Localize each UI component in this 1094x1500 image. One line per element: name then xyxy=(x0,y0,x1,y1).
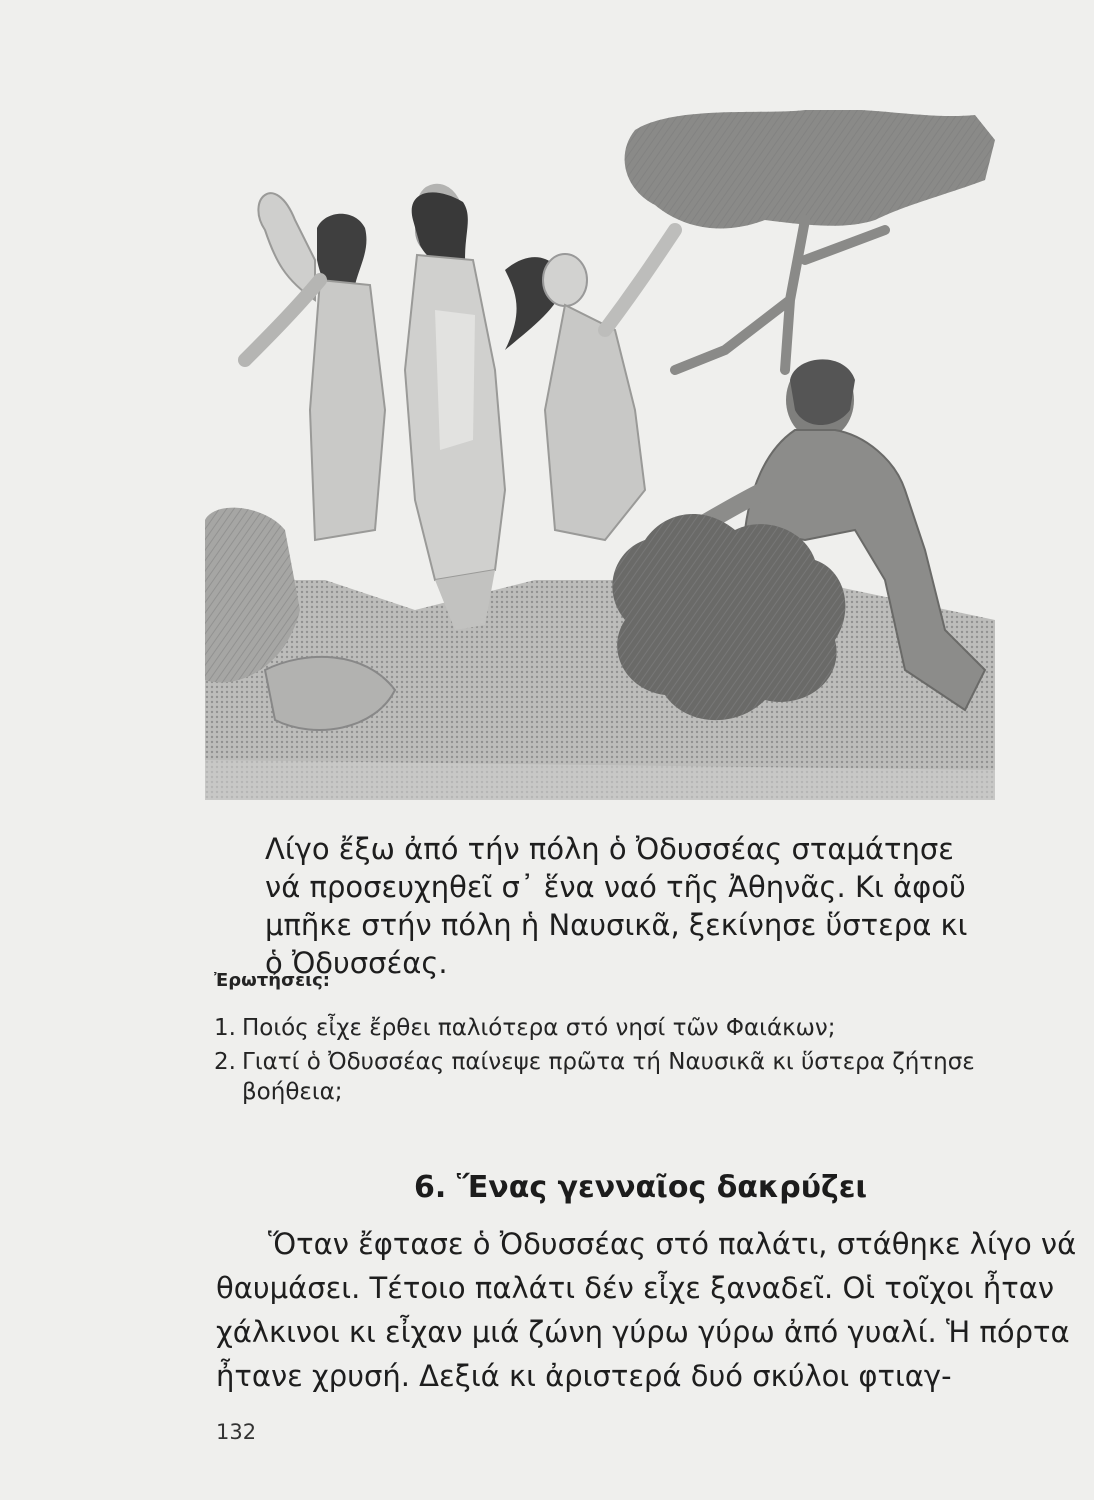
maiden-center xyxy=(405,190,505,630)
maiden-left xyxy=(245,193,385,540)
question-text: Ποιός εἶχε ἔρθει παλιότερα στό νησί τῶν Φαιάκων; xyxy=(242,1015,836,1041)
tree-canopy xyxy=(625,110,995,370)
caption-text: Λίγο ἔξω ἀπό τήν πόλη ὁ Ὀδυσσέας σταμάτησε νά προσευχηθεῖ σ᾽ ἕνα ναό τῆς Ἀθηνᾶς. Κι ἀφοῦ μπῆκε στήν πόλη ἡ Ναυσικᾶ, ξεκίνησε ὕστερα κι ὁ Ὀδυσσέας. xyxy=(265,832,968,980)
questions-section xyxy=(214,970,1074,1111)
questions-heading: Ἐρωτήσεις: xyxy=(214,970,330,991)
odysseus-nausicaa-illustration xyxy=(205,110,1005,800)
maiden-right xyxy=(505,230,675,540)
page-number: 132 xyxy=(216,1420,257,1444)
question-item xyxy=(214,1013,1074,1043)
question-number: 1. xyxy=(214,1015,236,1041)
questions-list xyxy=(214,1013,1074,1107)
question-number: 2. xyxy=(214,1049,236,1075)
question-text: Γιατί ὁ Ὀδυσσέας παίνεψε πρῶτα τή Ναυσικᾶ κι ὕστερα ζήτησε βοήθεια; xyxy=(242,1049,975,1105)
illustration-caption xyxy=(265,830,985,982)
section-body xyxy=(216,1222,1086,1398)
body-paragraph: Ὅταν ἔφτασε ὁ Ὀδυσσέας στό παλάτι, στάθηκε λίγο νά θαυμάσει. Τέτοιο παλάτι δέν εἶχε ξαναδεῖ. Οἱ τοῖχοι ἦταν χάλκινοι κι εἶχαν μιά ζώνη γύρω γύρω ἀπό γυαλί. Ἡ πόρτα ἦτανε χρυσή. Δεξιά κι ἀριστερά δυό σκύλοι φτιαγ- xyxy=(216,1227,1077,1393)
bush xyxy=(612,514,845,720)
question-item xyxy=(214,1047,1074,1107)
section-title: 6. Ἕνας γενναῖος δακρύζει xyxy=(414,1170,868,1205)
